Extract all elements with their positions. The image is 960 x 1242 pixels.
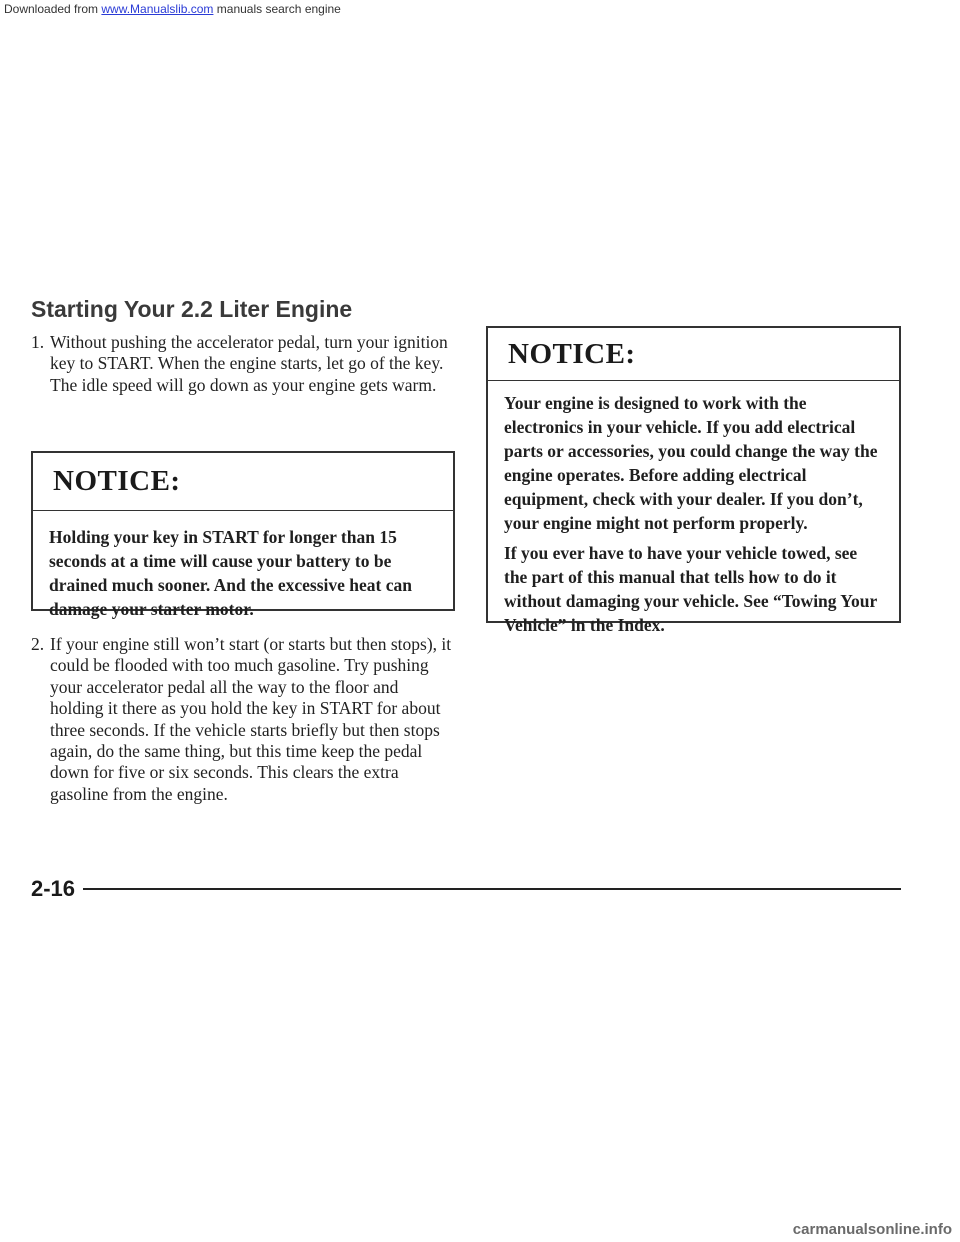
- page-title: Starting Your 2.2 Liter Engine: [31, 296, 353, 322]
- step-text: Without pushing the accelerator pedal, turn your ignition key to START. When the engine starts, let go of the key. The idle speed will go down as your engine gets warm.: [50, 332, 448, 395]
- page-footer: [31, 874, 901, 904]
- notice-paragraph: If you ever have to have your vehicle towed, see the part of this manual that tells how to do it without damaging your vehicle. See “Towing Your Vehicle” in the Index.: [504, 543, 877, 635]
- manualslib-link[interactable]: www.Manualslib.com: [101, 2, 214, 16]
- notice-box-electronics: [486, 326, 901, 635]
- footer-rule: [83, 888, 901, 890]
- step-item-1: [31, 332, 456, 396]
- notice-paragraph: Your engine is designed to work with the electronics in your vehicle. If you add electrical parts or accessories, you could change the way the engine operates. Before adding electrical equipment, check with your dealer. If you don’t, your engine might not perform properly.: [504, 393, 878, 533]
- step-item-2: [31, 634, 456, 805]
- download-banner-suffix: manuals search engine: [213, 2, 341, 16]
- notice-heading: NOTICE:: [33, 453, 453, 511]
- notice-body: [33, 511, 453, 621]
- notice-body: [488, 381, 899, 637]
- page-number: 2-16: [31, 876, 76, 901]
- notice-heading: NOTICE:: [488, 328, 899, 381]
- step-number: 2.: [31, 634, 45, 654]
- watermark: carmanualsonline.info: [792, 1221, 952, 1238]
- download-banner: [4, 2, 341, 16]
- step-number: 1.: [31, 332, 45, 352]
- notice-paragraph: Holding your key in START for longer than 15 seconds at a time will cause your battery to be drained much sooner. And the excessive heat can damage your starter motor.: [49, 527, 412, 619]
- notice-box-battery: [31, 451, 455, 619]
- download-banner-prefix: Downloaded from: [4, 2, 102, 16]
- step-text: If your engine still won’t start (or starts but then stops), it could be flooded with too much gasoline. Try pushing your accelerator pedal all the way to the floor and holding it there as you hold the key in START for about three seconds. If the vehicle starts briefly but then stops again, do the same thing, but this time keep the pedal down for five or six seconds. This clears the extra gasoline from the engine.: [50, 634, 452, 804]
